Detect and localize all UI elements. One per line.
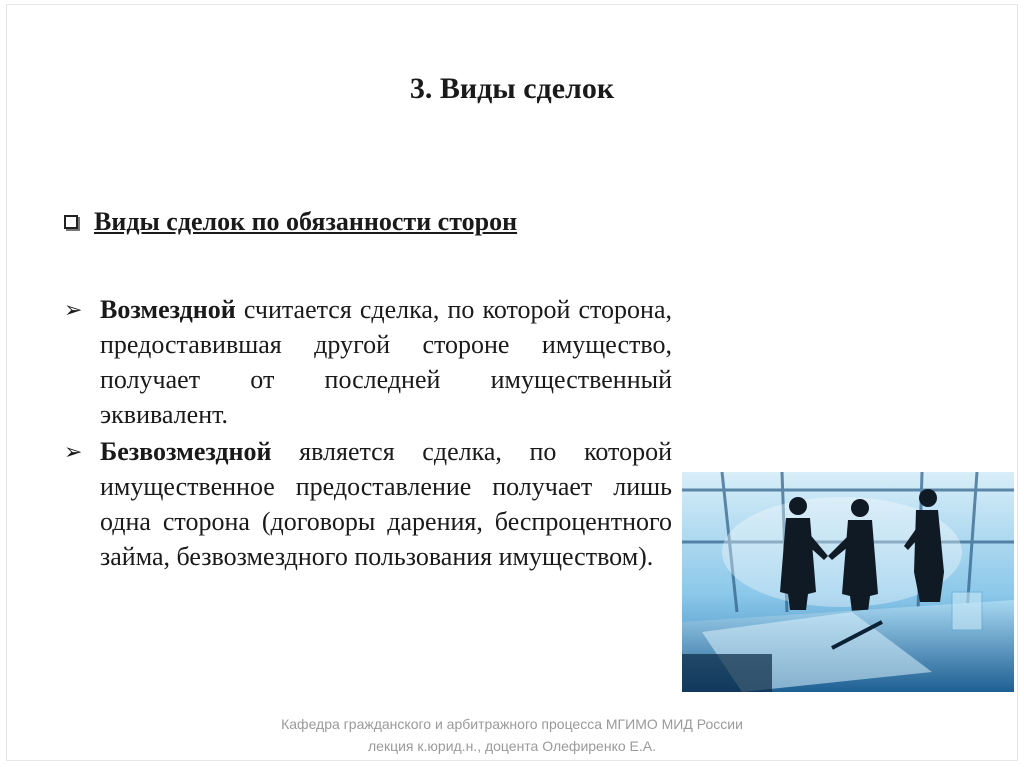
bullet-term: Возмездной [100,295,236,324]
section-heading-text: Виды сделок по обязанности сторон [94,207,518,236]
bullet-text: является сделка, по которой имущественное предоставление получает лишь одна сторона (договоры дарения, беспроцентного займа, безвозмездного пользования имуществом). [100,437,672,571]
section-heading [64,207,517,237]
bullet-paid-transaction [64,292,672,432]
bullet-body [100,434,672,574]
slide-footer [0,713,1024,757]
checkbox-bullet-icon [64,215,78,229]
business-handshake-photo [682,472,1014,692]
bullet-free-transaction [64,434,672,574]
bullet-term: Безвозмездной [100,437,272,466]
bullet-text: считается сделка, по которой сторона, предоставившая другой стороне имущество, получает от последней имущественный эквивалент. [100,295,672,429]
handshake-illustration [682,472,1014,692]
bullet-body [100,292,672,432]
arrow-bullet-icon: ➢ [64,297,83,322]
footer-line-department: Кафедра гражданского и арбитражного процесса МГИМО МИД России [281,716,743,732]
slide-title: 3. Виды сделок [409,72,615,105]
arrow-bullet-icon: ➢ [64,439,83,464]
footer-line-lecturer: лекция к.юрид.н., доцента Олефиренко Е.А. [368,738,656,754]
